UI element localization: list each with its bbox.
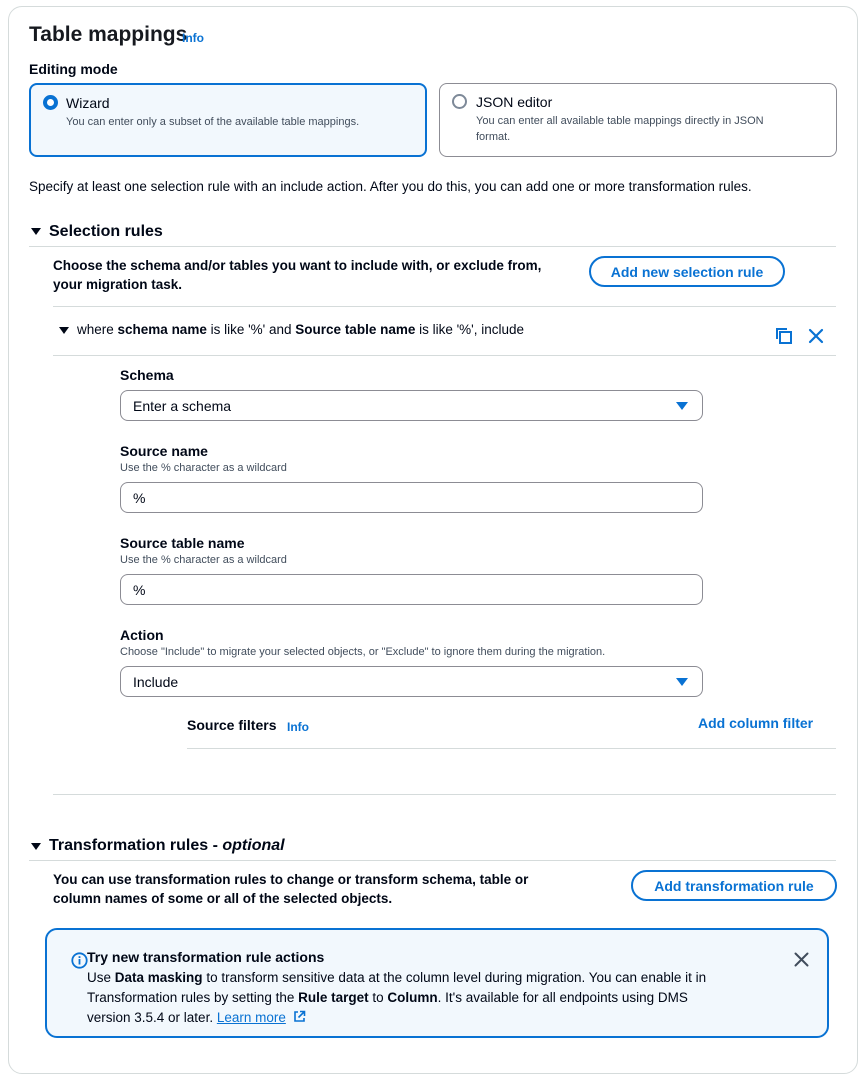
rule-summary-mid2: is like '%', include xyxy=(415,322,525,337)
source-table-name-value: % xyxy=(133,581,146,598)
alert-bold-column: Column xyxy=(387,990,438,1005)
divider xyxy=(29,860,836,861)
rule-summary[interactable] xyxy=(77,322,524,337)
schema-label: Schema xyxy=(120,367,174,383)
source-table-name-input[interactable] xyxy=(120,574,703,605)
rule-summary-schema: schema name xyxy=(117,322,207,337)
alert-line-1 xyxy=(87,970,706,985)
alert-text: Use xyxy=(87,970,115,985)
transformation-rules-desc-line1: You can use transformation rules to change or transform schema, table or xyxy=(53,872,529,887)
source-filters-info-link[interactable]: Info xyxy=(287,720,309,734)
alert-line-3 xyxy=(87,1010,306,1025)
alert-text: . It's available for all endpoints using DMS xyxy=(437,990,688,1005)
json-editor-title: JSON editor xyxy=(476,94,553,110)
add-new-selection-rule-button[interactable]: Add new selection rule xyxy=(589,256,785,287)
source-table-name-label: Source table name xyxy=(120,535,245,551)
add-transformation-rule-button[interactable]: Add transformation rule xyxy=(631,870,837,901)
remove-rule-close-icon[interactable] xyxy=(808,328,824,344)
external-link-icon[interactable] xyxy=(293,1010,306,1023)
header-info-link[interactable]: Info xyxy=(182,31,204,45)
divider xyxy=(53,794,836,795)
editing-mode-label: Editing mode xyxy=(29,61,118,77)
source-name-description: Use the % character as a wildcard xyxy=(120,462,287,474)
transformation-rules-title[interactable] xyxy=(49,837,285,855)
source-table-name-description: Use the % character as a wildcard xyxy=(120,554,287,566)
optional-label: optional xyxy=(222,837,285,854)
copy-icon[interactable] xyxy=(775,327,793,345)
selection-rules-desc-line2: your migration task. xyxy=(53,277,183,292)
divider xyxy=(53,355,836,356)
rule-summary-mid1: is like '%' and xyxy=(206,322,296,337)
add-column-filter-link[interactable]: Add column filter xyxy=(698,715,814,731)
wizard-title: Wizard xyxy=(66,95,110,111)
alert-line-2 xyxy=(87,990,688,1005)
wizard-radio[interactable] xyxy=(43,95,58,110)
alert-bold-data-masking: Data masking xyxy=(114,970,203,985)
alert-text: version 3.5.4 or later. xyxy=(87,1010,217,1025)
json-editor-option-tile[interactable] xyxy=(439,83,837,157)
alert-bold-rule-target: Rule target xyxy=(298,990,369,1005)
wizard-option-tile[interactable] xyxy=(29,83,427,157)
source-filters-label: Source filters xyxy=(187,717,277,733)
transformation-rules-caret-icon[interactable] xyxy=(31,843,41,850)
transformation-rules-title-text: Transformation rules - xyxy=(49,837,223,854)
divider xyxy=(187,748,836,749)
learn-more-link[interactable]: Learn more xyxy=(216,1010,286,1025)
alert-text: Transformation rules by setting the xyxy=(87,990,299,1005)
wizard-description: You can enter only a subset of the available table mappings. xyxy=(66,116,360,128)
dismiss-alert-close-icon[interactable] xyxy=(794,952,809,967)
page-title: Table mappings xyxy=(29,23,188,46)
transformation-rules-desc-line2: column names of some or all of the selected objects. xyxy=(53,891,393,906)
source-name-input[interactable] xyxy=(120,482,703,513)
json-editor-description-line2: format. xyxy=(476,131,511,143)
rule-summary-prefix: where xyxy=(77,322,118,337)
action-label: Action xyxy=(120,627,164,643)
json-editor-radio[interactable] xyxy=(452,94,467,109)
info-alert xyxy=(45,928,829,1038)
info-icon xyxy=(71,952,88,969)
selection-rules-title[interactable]: Selection rules xyxy=(49,223,163,240)
divider xyxy=(29,246,836,247)
chevron-down-icon xyxy=(676,402,688,410)
action-select-value: Include xyxy=(133,673,179,690)
selection-rules-caret-icon[interactable] xyxy=(31,228,41,235)
action-description: Choose "Include" to migrate your selected objects, or "Exclude" to ignore them during the migration. xyxy=(120,646,606,658)
divider xyxy=(53,306,836,307)
alert-text: to xyxy=(368,990,388,1005)
rule-collapse-caret-icon[interactable] xyxy=(59,327,69,334)
source-name-value: % xyxy=(133,489,146,506)
instruction-text: Specify at least one selection rule with an include action. After you do this, you can add one or more transformation rules. xyxy=(29,179,752,194)
alert-title: Try new transformation rule actions xyxy=(87,949,325,965)
schema-select-placeholder: Enter a schema xyxy=(133,397,232,414)
alert-text: to transform sensitive data at the column level during migration. You can enable it in xyxy=(202,970,707,985)
selection-rules-desc-line1: Choose the schema and/or tables you want to include with, or exclude from, xyxy=(53,258,542,273)
chevron-down-icon xyxy=(676,678,688,686)
source-name-label: Source name xyxy=(120,443,208,459)
action-select[interactable] xyxy=(120,666,703,697)
rule-summary-table: Source table name xyxy=(295,322,416,337)
json-editor-description-line1: You can enter all available table mappings directly in JSON xyxy=(476,115,764,127)
schema-select[interactable] xyxy=(120,390,703,421)
